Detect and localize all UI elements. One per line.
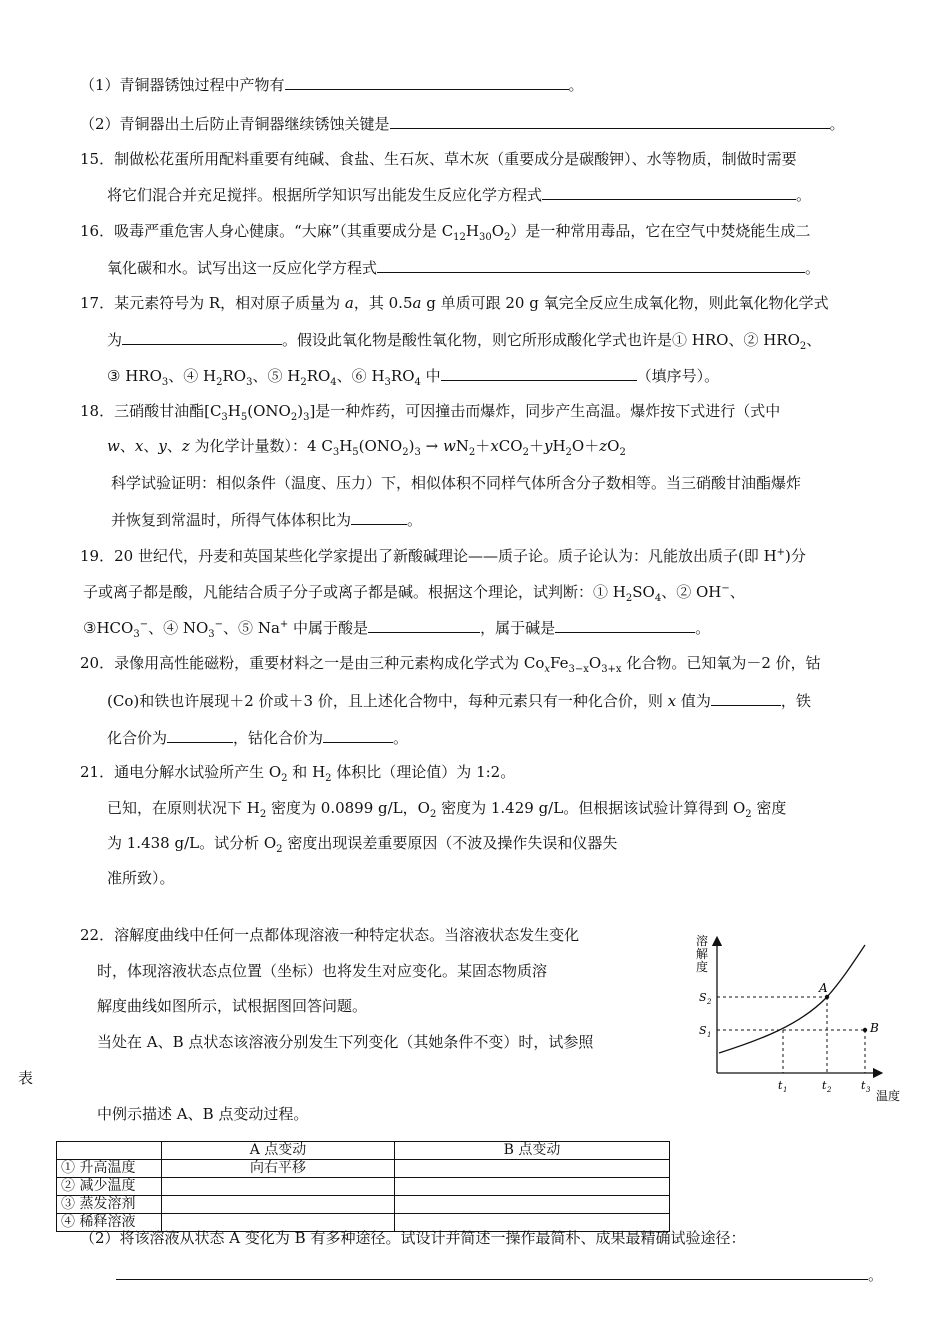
table-cell-a: 向右平移	[162, 1160, 395, 1178]
t1-subscript: 1	[783, 1086, 788, 1094]
q21-line3: 为 1.438 g/L。试分析 $O_2$ 密度出现误差重要原因（不波及操作失误和仪器失	[107, 834, 618, 855]
table-cell-label: ① 升高温度	[57, 1160, 162, 1178]
table-cell-label: ④ 稀释溶液	[57, 1214, 162, 1232]
solubility-curve	[719, 945, 865, 1053]
table-row	[57, 1160, 670, 1178]
t1-label: t	[778, 1079, 783, 1092]
q19-line1: 19．20 世纪代，丹麦和英国某些化学家提出了新酸碱理论——质子论。质子论认为：凡能放出质子(即 H+)分	[80, 547, 806, 565]
answer-blank[interactable]	[555, 617, 695, 633]
table-header-cell: B 点变动	[395, 1142, 670, 1160]
answer-blank[interactable]	[368, 617, 480, 633]
point-b-label: B	[870, 1021, 879, 1035]
solubility-curve-figure	[690, 925, 920, 1110]
q16-line1: 16．吸毒严重危害人身心健康。“大麻”（其重要成分是 $C_{12}H_{30}O_2$）是一种常用毒品，它在空气中焚烧能生成二	[80, 222, 811, 243]
q22-part2: （2）将该溶液从状态 A 变化为 B 有多种途径。试设计并简述一操作最简朴、成果最精确试验途径：	[80, 1229, 746, 1247]
answer-blank[interactable]	[116, 1264, 868, 1280]
q21-line2: 已知，在原则状况下 $H_2$ 密度为 0.0899 g/L，$O_2$ 密度为 1.429 g/L。但根据该试验计算得到 $O_2$ 密度	[107, 799, 787, 820]
answer-blank[interactable]	[542, 184, 796, 200]
table-header-row	[57, 1142, 670, 1160]
q22-line3: 解度曲线如图所示，试根据图回答问题。	[97, 997, 368, 1015]
t3-subscript: 3	[866, 1086, 871, 1094]
q17-line3: ③ $HRO_3$、④ $H_2RO_3$、⑤ $H_2RO_4$、⑥ $H_3RO_4$ 中 （填序号）。	[107, 367, 720, 388]
table-cell-b[interactable]	[395, 1196, 670, 1214]
q19-line3: $③HCO_3^-$、④ $NO_3^-$、⑤ Na+ 中属于酸是 ，属于碱是 。	[83, 619, 711, 640]
q22-line5: 表	[18, 1069, 34, 1087]
point-change-table	[56, 1141, 670, 1232]
q22-line4: 当处在 A、B 点状态该溶液分别发生下列变化（其她条件不变）时，试参照	[97, 1033, 594, 1051]
table-cell-a[interactable]	[162, 1178, 395, 1196]
q20-line2: (Co)和铁也许展现＋2 价或＋3 价，且上述化合物中，每种元素只有一种化合价，则 x 值为 ，铁	[107, 692, 811, 710]
table-cell-b[interactable]	[395, 1160, 670, 1178]
answer-blank[interactable]	[167, 727, 233, 743]
q14-part2: （2）青铜器出土后防止青铜器继续锈蚀关键是 。	[80, 115, 845, 133]
y-axis-label-2: 解	[696, 947, 709, 961]
answer-blank[interactable]	[390, 113, 830, 129]
t2-subscript: 2	[827, 1086, 832, 1094]
t3-label: t	[861, 1079, 866, 1092]
s1-subscript: 1	[707, 1031, 712, 1039]
t2-label: t	[822, 1079, 827, 1092]
answer-blank[interactable]	[122, 329, 282, 345]
table-cell-label: ② 减少温度	[57, 1178, 162, 1196]
q20-line1: 20．录像用高性能磁粉，重要材料之一是由三种元素构成化学式为 $Co_xFe_{3-x}O_{3+x}$ 化合物。已知氧为－2 价，钴	[80, 654, 821, 675]
answer-blank[interactable]	[441, 365, 637, 381]
q17-line1: 17．某元素符号为 R，相对原子质量为 a，其 0.5a g 单质可跟 20 g 氧完全反应生成氧化物，则此氧化物化学式	[80, 294, 829, 312]
q15-line1: 15．制做松花蛋所用配料重要有纯碱、食盐、生石灰、草木灰（重要成分是碳酸钾）、水等物质，制做时需要	[80, 150, 797, 168]
q22-line1: 22．溶解度曲线中任何一点都体现溶液一种特定状态。当溶液状态发生变化	[80, 926, 580, 944]
q20-line3: 化合价为 ，钴化合价为 。	[107, 729, 409, 747]
q14-part1: （1）青铜器锈蚀过程中产物有 。	[80, 76, 584, 94]
x-axis-label: 温度	[876, 1089, 901, 1103]
s2-subscript: 2	[707, 998, 712, 1006]
s2-label: S	[699, 991, 707, 1004]
q19-line2: 子或离子都是酸，凡能结合质子分子或离子都是碱。根据这个理论，试判断：① $H_2SO_4$、② OH−、	[83, 583, 745, 604]
q15-line2: 将它们混合并充足搅拌。根据所学知识写出能发生反应化学方程式 。	[107, 186, 812, 204]
answer-blank[interactable]	[711, 690, 781, 706]
q18-line4: 并恢复到常温时，所得气体体积比为 。	[111, 511, 423, 529]
q16-line2: 氧化碳和水。试写出这一反应化学方程式 。	[107, 259, 821, 277]
answer-blank[interactable]	[323, 727, 393, 743]
q17-line2: 为 。假设此氧化物是酸性氧化物，则它所形成酸化学式也许是① HRO、② $HRO_2$、	[107, 331, 822, 352]
table-header-cell: A 点变动	[162, 1142, 395, 1160]
q18-line3: 科学试验证明：相似条件（温度、压力）下，相似体积不同样气体所含分子数相等。当三硝酸甘油酯爆炸	[111, 474, 802, 492]
answer-blank[interactable]	[377, 257, 805, 273]
table-row	[57, 1178, 670, 1196]
point-b	[863, 1028, 867, 1032]
q18-equation: w、x、y、z 为化学计量数）：4 $C_3H_5(ONO_2)_3 \to wN_2+xCO_2+yH_2O+zO_2$	[107, 437, 626, 458]
y-axis-label-3: 度	[696, 960, 709, 974]
answer-blank[interactable]	[285, 74, 569, 90]
s1-label: S	[699, 1024, 707, 1037]
point-a-label: A	[819, 981, 828, 995]
q22-part2-answer: 。	[116, 1264, 883, 1285]
table-cell-a[interactable]	[162, 1196, 395, 1214]
q18-line1: 18．三硝酸甘油酯$[C_3H_5(ONO_2)_3]$是一种炸药，可因撞击而爆炸，同步产生高温。爆炸按下式进行（式中	[80, 402, 781, 423]
answer-blank[interactable]	[351, 509, 407, 525]
table-cell-b[interactable]	[395, 1178, 670, 1196]
q21-line4: 准所致）。	[107, 869, 175, 887]
table-cell-label: ③ 蒸发溶剂	[57, 1196, 162, 1214]
table-header-cell	[57, 1142, 162, 1160]
q22-line6: 中例示描述 A、B 点变动过程。	[97, 1105, 309, 1123]
table-row	[57, 1196, 670, 1214]
q22-line2: 时，体现溶液状态点位置（坐标）也将发生对应变化。某固态物质溶	[97, 962, 548, 980]
y-axis-label-1: 溶	[696, 934, 709, 948]
q21-line1: 21．通电分解水试验所产生 $O_2$ 和 $H_2$ 体积比（理论值）为 1:2。	[80, 763, 516, 784]
point-a	[825, 995, 829, 999]
